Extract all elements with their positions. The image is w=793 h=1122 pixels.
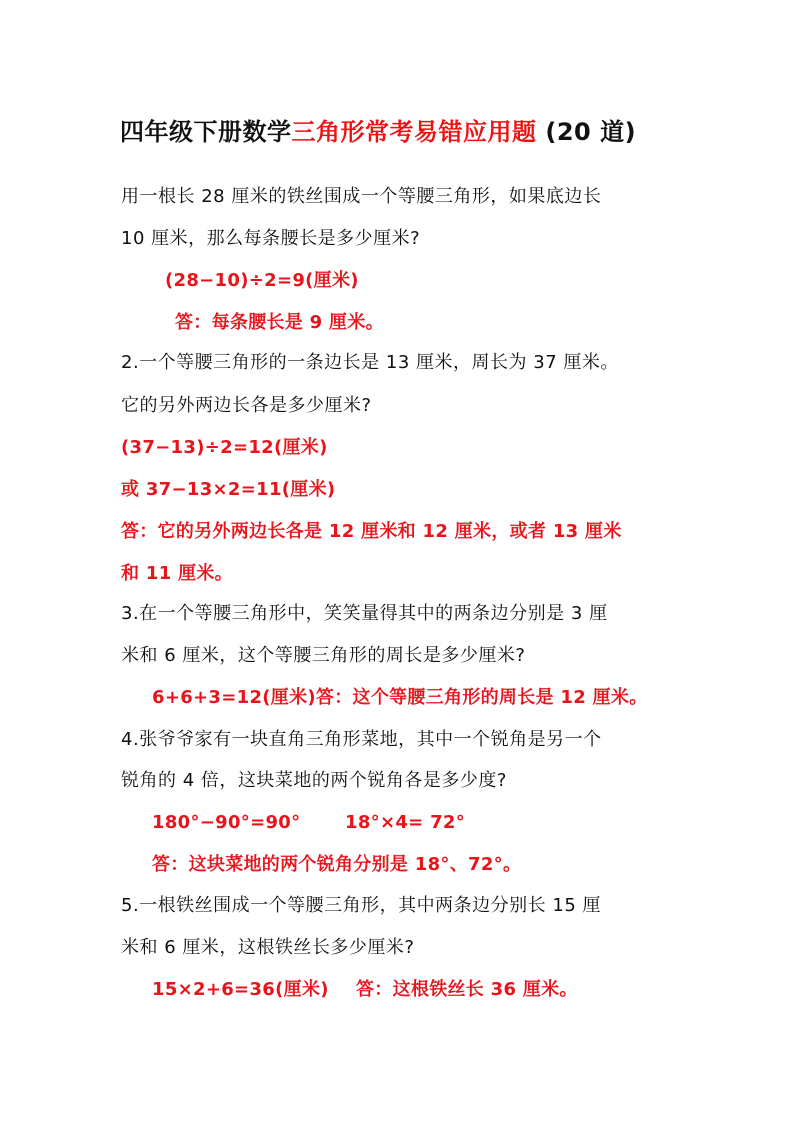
q2-line2: 它的另外两边长各是多少厘米? [121, 395, 372, 416]
title-topic: 三角形常考易错应用题 [291, 118, 537, 146]
q1-line1: 用一根长 28 厘米的铁丝围成一个等腰三角形，如果底边长 [121, 186, 602, 207]
q5-answer: 答：这根铁丝长 36 厘米。 [356, 979, 578, 1000]
q3-line1: 3.在一个等腰三角形中，笑笑量得其中的两条边分别是 3 厘 [121, 603, 608, 624]
q4-line1: 4.张爷爷家有一块直角三角形菜地，其中一个锐角是另一个 [121, 729, 602, 750]
q4-answer: 答：这块菜地的两个锐角分别是 18°、72°。 [152, 854, 522, 875]
q5-calculation: 15×2+6=36(厘米) [152, 979, 329, 1000]
title-grade-subject: 四年级下册数学 [120, 118, 292, 146]
q1-answer: 答：每条腰长是 9 厘米。 [175, 312, 384, 333]
q2-answer-line2: 和 11 厘米。 [121, 563, 233, 584]
q4-calculation-2: 18°×4= 72° [345, 812, 466, 833]
q2-calculation-2: 或 37−13×2=11(厘米) [121, 479, 336, 500]
q1-line2: 10 厘米，那么每条腰长是多少厘米? [121, 228, 421, 249]
q4-calculation-1: 180°−90°=90° [152, 812, 301, 833]
q3-calculation-answer: 6+6+3=12(厘米)答：这个等腰三角形的周长是 12 厘米。 [152, 687, 648, 708]
title-count: (20 道) [536, 118, 637, 146]
q2-answer-line1: 答：它的另外两边长各是 12 厘米和 12 厘米，或者 13 厘米 [121, 521, 622, 542]
q5-line2: 米和 6 厘米，这根铁丝长多少厘米? [121, 937, 415, 958]
q4-line2: 锐角的 4 倍，这块菜地的两个锐角各是多少度? [121, 770, 507, 791]
q5-line1: 5.一根铁丝围成一个等腰三角形，其中两条边分别长 15 厘 [121, 895, 602, 916]
page-title [120, 112, 636, 147]
q3-line2: 米和 6 厘米，这个等腰三角形的周长是多少厘米? [121, 645, 526, 666]
q1-calculation: (28−10)÷2=9(厘米) [165, 270, 359, 291]
q2-line1: 2.一个等腰三角形的一条边长是 13 厘米，周长为 37 厘米。 [121, 352, 619, 373]
q2-calculation-1: (37−13)÷2=12(厘米) [121, 437, 328, 458]
